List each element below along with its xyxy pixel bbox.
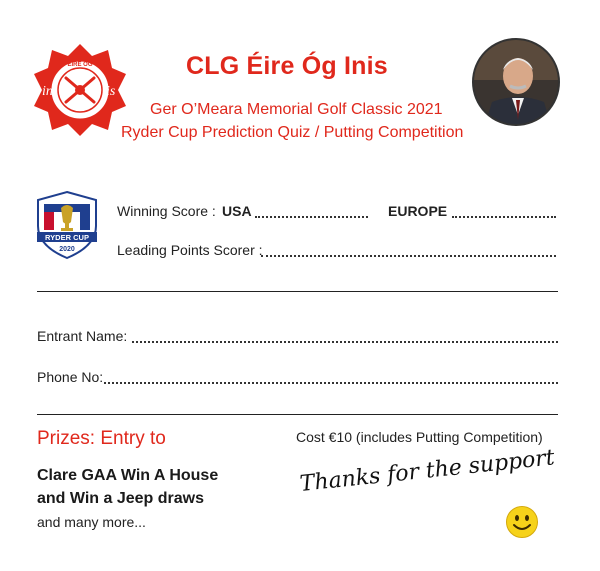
thanks-for-support-script: Thanks for the support xyxy=(298,445,556,497)
crest-right-text: is xyxy=(106,84,116,99)
prize-draw-line-1: Clare GAA Win A House xyxy=(37,467,219,484)
cost-text: Cost €10 (includes Putting Competition) xyxy=(296,429,543,445)
event-subtitle: Ger O’Meara Memorial Golf Classic 2021 xyxy=(150,101,443,118)
smiley-face-icon xyxy=(505,505,539,539)
team-europe-label: EUROPE xyxy=(388,203,448,219)
entrant-name-field[interactable] xyxy=(132,331,558,343)
ryder-cup-logo xyxy=(34,190,100,260)
club-name-title: CLG Éire Óg Inis xyxy=(186,52,388,80)
club-crest-logo xyxy=(30,40,130,140)
entrant-name-label: Entrant Name: xyxy=(37,328,128,344)
prize-draws-text xyxy=(37,464,218,510)
ryder-cup-logo-text: RYDER CUP xyxy=(45,233,89,242)
prize-draw-line-2: and Win a Jeep draws xyxy=(37,490,205,507)
prizes-heading: Prizes: Entry to xyxy=(37,428,166,449)
crest-left-text: in xyxy=(42,84,53,99)
europe-score-field[interactable] xyxy=(452,206,556,218)
leading-points-scorer-label: Leading Points Scorer : xyxy=(117,242,263,258)
and-many-more-text: and many more... xyxy=(37,514,146,530)
team-usa-label: USA xyxy=(222,203,252,219)
phone-number-label: Phone No: xyxy=(37,369,104,385)
competition-subtitle: Ryder Cup Prediction Quiz / Putting Competition xyxy=(121,124,464,141)
phone-number-field[interactable] xyxy=(104,372,558,384)
usa-score-field[interactable] xyxy=(255,206,368,218)
memorial-portrait-photo xyxy=(472,38,560,126)
winning-score-label: Winning Score : xyxy=(117,203,216,219)
ryder-cup-logo-year: 2020 xyxy=(59,246,75,253)
divider-line-bottom xyxy=(37,414,558,415)
divider-line-top xyxy=(37,291,558,292)
leading-points-scorer-field[interactable] xyxy=(261,245,556,257)
crest-ring-text: ÉIRE ÓG xyxy=(67,62,93,68)
